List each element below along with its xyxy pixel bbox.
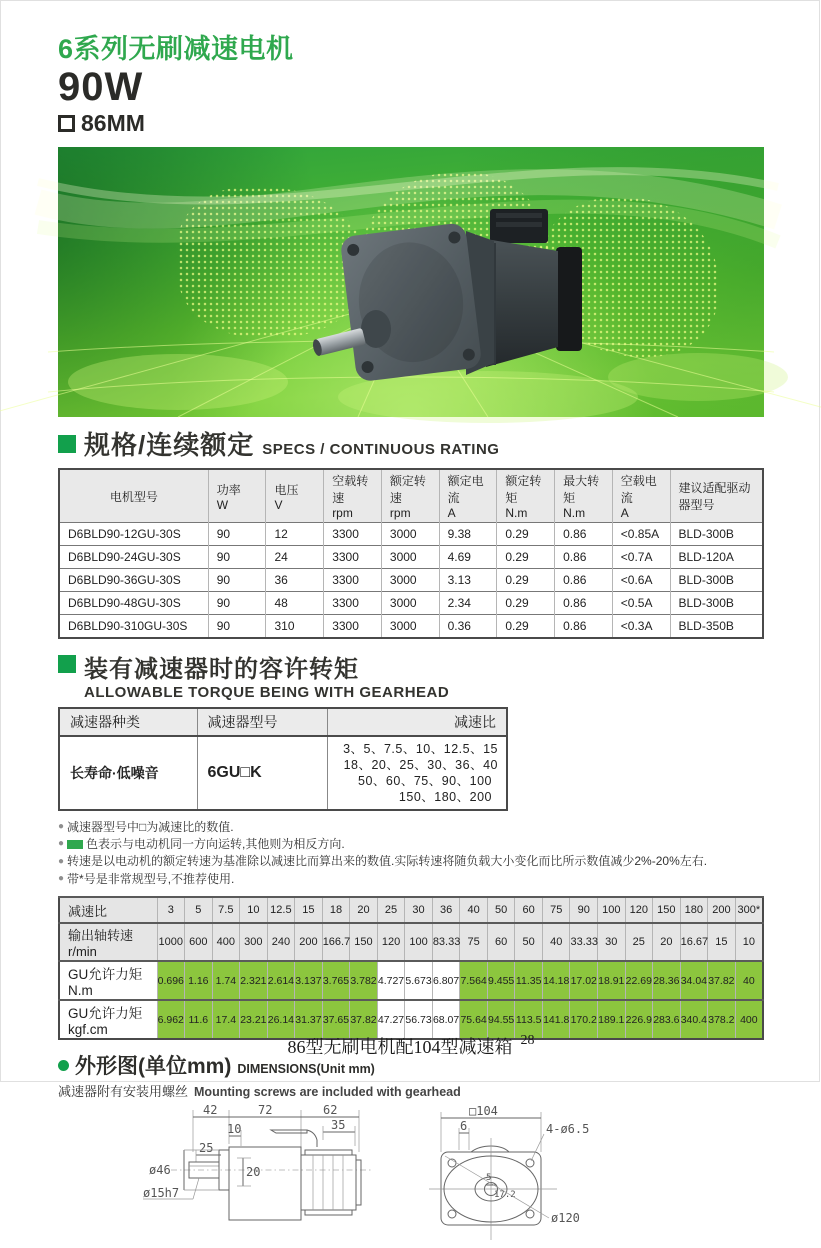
column-header	[381, 469, 439, 523]
gearhead-table	[58, 707, 508, 811]
value-cell: 75	[460, 923, 488, 961]
green-square-icon	[58, 655, 76, 673]
gearhead-type: 长寿命·低噪音	[59, 736, 197, 810]
note-text: 色表示与电动机同一方向运转,其他则为相反方向.	[86, 836, 345, 851]
svg-text:□104: □104	[469, 1104, 498, 1119]
column-header-label: 电压	[274, 482, 299, 497]
table-cell: 2.34	[439, 592, 497, 615]
value-cell: 40	[460, 897, 488, 923]
section-title-en: SPECS / CONTINUOUS RATING	[262, 441, 500, 458]
value-cell: 6.807	[432, 961, 460, 1000]
svg-text:6: 6	[460, 1119, 468, 1134]
value-cell: 60	[515, 897, 543, 923]
value-cell: 5	[185, 897, 213, 923]
table-cell: 90	[208, 523, 266, 546]
column-header: 减速器型号	[197, 708, 327, 736]
value-cell: 2.321	[240, 961, 268, 1000]
motor-photo	[311, 209, 582, 382]
value-cell: 400	[735, 1000, 763, 1039]
series-title: 6系列无刷减速电机	[58, 34, 294, 64]
value-cell: 18	[322, 897, 350, 923]
table-cell: <0.6A	[612, 569, 670, 592]
value-cell: 113.5	[515, 1000, 543, 1039]
value-cell: 1.16	[185, 961, 213, 1000]
value-cell: 100	[598, 897, 626, 923]
svg-text:20: 20	[246, 1165, 261, 1180]
table-cell: <0.85A	[612, 523, 670, 546]
value-cell: 283.6	[653, 1000, 681, 1039]
dimensions-title-en: DIMENSIONS(Unit mm)	[237, 1062, 375, 1077]
table-cell: 90	[208, 546, 266, 569]
table-cell: D6BLD90-48GU-30S	[59, 592, 208, 615]
value-cell: 6.962	[157, 1000, 185, 1039]
value-cell: 240	[267, 923, 295, 961]
value-cell: 189.1	[598, 1000, 626, 1039]
column-header-label: 额定转速	[389, 474, 426, 505]
value-cell: 30	[598, 923, 626, 961]
table-cell: <0.5A	[612, 592, 670, 615]
table-cell: 0.36	[439, 615, 497, 638]
value-cell: 200	[708, 897, 736, 923]
value-cell: 20	[653, 923, 681, 961]
value-cell: 1000	[157, 923, 185, 961]
value-cell: 37.82	[350, 1000, 378, 1039]
value-cell: 7.5	[212, 897, 240, 923]
table-cell: 0.86	[555, 569, 613, 592]
table-cell: 90	[208, 592, 266, 615]
column-header-label: 电机型号	[109, 489, 158, 504]
dimensions-subtitle-zh: 减速器附有安装用螺丝	[58, 1084, 189, 1100]
value-cell: 94.55	[487, 1000, 515, 1039]
dimensions-subtitle-en: Mounting screws are included with gearhead	[194, 1085, 461, 1100]
table-cell: 48	[266, 592, 324, 615]
value-cell: 22.69	[625, 961, 653, 1000]
column-header	[324, 469, 382, 523]
value-cell: 3	[157, 897, 185, 923]
table-cell: <0.3A	[612, 615, 670, 638]
column-header	[439, 469, 497, 523]
value-cell: 11.35	[515, 961, 543, 1000]
value-cell: 90	[570, 897, 598, 923]
motor-spec-table	[58, 468, 764, 639]
value-cell: 37.65	[322, 1000, 350, 1039]
note-text: 带*号是非常规型号,不推荐使用.	[67, 871, 235, 886]
table-cell: 3000	[381, 615, 439, 638]
column-header-unit: W	[216, 497, 229, 512]
note-item	[58, 836, 762, 853]
table-cell: 3000	[381, 546, 439, 569]
value-cell: 75.64	[460, 1000, 488, 1039]
value-cell: 47.27	[377, 1000, 405, 1039]
section-torque-heading	[58, 649, 762, 701]
svg-text:4-ø6.5: 4-ø6.5	[546, 1122, 590, 1137]
value-cell: 25	[625, 923, 653, 961]
ratio-line: 3、5、7.5、10、12.5、15	[343, 741, 498, 756]
note-item	[58, 819, 762, 836]
column-header	[612, 469, 670, 523]
value-cell: 5.673	[405, 961, 433, 1000]
note-item	[58, 853, 762, 870]
column-header-label: 额定转矩	[505, 474, 542, 505]
table-cell: 0.86	[555, 615, 613, 638]
note-text: 转速是以电动机的额定转速为基准除以减速比而算出来的数值.实际转速将随负载大小变化而比所示数值减少2%-20%左右.	[67, 854, 708, 869]
front-view-drawing	[431, 1100, 731, 1248]
dimension-drawings	[58, 1100, 762, 1248]
value-cell: 40	[542, 923, 570, 961]
banner-graphics	[58, 147, 764, 417]
value-cell: 60	[487, 923, 515, 961]
column-header-label: 空载电流	[620, 474, 657, 505]
column-header	[670, 469, 763, 523]
column-header	[208, 469, 266, 523]
column-header: 减速比	[327, 708, 507, 736]
value-cell: 141.8	[542, 1000, 570, 1039]
product-banner	[58, 147, 764, 417]
column-header	[497, 469, 555, 523]
value-cell: 3.782	[350, 961, 378, 1000]
value-cell: 16.67	[680, 923, 708, 961]
value-cell: 180	[680, 897, 708, 923]
dimensions-subtitle	[58, 1081, 762, 1100]
green-swatch-icon	[67, 840, 83, 849]
table-cell: 0.29	[497, 546, 555, 569]
table-row	[59, 615, 763, 638]
value-cell: 120	[377, 923, 405, 961]
column-header	[59, 469, 208, 523]
value-cell: 20	[350, 897, 378, 923]
table-cell: 3300	[324, 546, 382, 569]
ratio-line: 18、20、25、30、36、40	[343, 757, 498, 772]
value-cell: 28.36	[653, 961, 681, 1000]
value-cell: 31.37	[295, 1000, 323, 1039]
svg-text:35: 35	[331, 1118, 346, 1133]
table-cell: BLD-350B	[670, 615, 763, 638]
value-cell: 200	[295, 923, 323, 961]
svg-text:5: 5	[486, 1173, 492, 1184]
table-cell: 310	[266, 615, 324, 638]
table-row	[59, 961, 763, 1000]
value-cell: 226.9	[625, 1000, 653, 1039]
notes-list	[58, 819, 762, 889]
table-cell: 3300	[324, 569, 382, 592]
value-cell: 2.614	[267, 961, 295, 1000]
value-cell: 150	[350, 923, 378, 961]
column-header-label: 空载转速	[332, 474, 369, 505]
svg-text:25: 25	[199, 1141, 214, 1156]
value-cell: 3.765	[322, 961, 350, 1000]
column-header-unit: A	[620, 506, 629, 520]
table-cell: 9.38	[439, 523, 497, 546]
value-cell: 400	[212, 923, 240, 961]
column-header	[555, 469, 613, 523]
footer-caption: 86型无刷电机配104型减速箱	[287, 1037, 513, 1057]
value-cell: 34.04	[680, 961, 708, 1000]
table-cell: 0.29	[497, 523, 555, 546]
value-cell: 36	[432, 897, 460, 923]
page-footer	[1, 1033, 821, 1059]
column-header-label: 最大转矩	[563, 474, 600, 505]
table-cell: 0.86	[555, 546, 613, 569]
value-cell: 40	[735, 961, 763, 1000]
value-cell: 300	[240, 923, 268, 961]
value-cell: 3.137	[295, 961, 323, 1000]
table-cell: D6BLD90-12GU-30S	[59, 523, 208, 546]
table-cell: 3300	[324, 592, 382, 615]
gearhead-header-row	[59, 708, 507, 736]
column-header-label: 功率	[216, 482, 241, 497]
value-cell: 150	[653, 897, 681, 923]
value-cell: 300*	[735, 897, 763, 923]
svg-text:ø46: ø46	[149, 1163, 171, 1178]
note-text: 减速器型号中□为减速比的数值.	[67, 819, 234, 834]
value-cell: 9.455	[487, 961, 515, 1000]
column-header-unit: N.m	[563, 506, 586, 520]
note-item	[58, 871, 762, 888]
table-row	[59, 523, 763, 546]
value-cell: 166.7	[322, 923, 350, 961]
value-cell: 17.4	[212, 1000, 240, 1039]
column-header-unit: V	[274, 497, 283, 512]
svg-text:ø15h7: ø15h7	[143, 1186, 180, 1201]
frame-size: 86MM	[81, 110, 145, 136]
row-label: 减速比	[59, 897, 157, 923]
value-cell: 14.18	[542, 961, 570, 1000]
section-title-en: ALLOWABLE TORQUE BEING WITH GEARHEAD	[84, 683, 450, 701]
allowable-torque-table	[58, 896, 764, 1040]
value-cell: 30	[405, 897, 433, 923]
svg-text:72: 72	[258, 1103, 273, 1118]
value-cell: 83.33	[432, 923, 460, 961]
column-header: 减速器种类	[59, 708, 197, 736]
table-row	[59, 736, 507, 810]
value-cell: 600	[185, 923, 213, 961]
bullet-icon: ●	[58, 855, 65, 867]
row-label: GU允许力矩 kgf.cm	[59, 1000, 157, 1039]
value-cell: 37.82	[708, 961, 736, 1000]
value-cell: 10	[240, 897, 268, 923]
value-cell: 17.02	[570, 961, 598, 1000]
section-title-zh: 规格/连续额定	[84, 430, 255, 460]
svg-text:10: 10	[227, 1122, 242, 1137]
table-cell: BLD-300B	[670, 523, 763, 546]
value-cell: 12.5	[267, 897, 295, 923]
svg-text:62: 62	[323, 1103, 338, 1118]
gearhead-model: 6GU□K	[197, 736, 327, 810]
table-cell: 0.86	[555, 592, 613, 615]
column-header	[266, 469, 324, 523]
section-title-zh: 装有减速器时的容许转矩	[84, 655, 359, 683]
column-header-unit: rpm	[332, 506, 353, 520]
value-cell: 100	[405, 923, 433, 961]
frame-size-row	[58, 110, 762, 137]
value-cell: 26.14	[267, 1000, 295, 1039]
spec-header-row	[59, 469, 763, 523]
value-cell: 68.07	[432, 1000, 460, 1039]
table-cell: 36	[266, 569, 324, 592]
table-row	[59, 569, 763, 592]
bullet-icon: ●	[58, 820, 65, 832]
value-cell: 120	[625, 897, 653, 923]
table-cell: BLD-300B	[670, 569, 763, 592]
table-cell: 3000	[381, 592, 439, 615]
page-number: 28	[520, 1033, 535, 1048]
svg-text:ø120: ø120	[551, 1211, 580, 1226]
value-cell: 50	[515, 923, 543, 961]
table-cell: 3300	[324, 523, 382, 546]
value-cell: 378.2	[708, 1000, 736, 1039]
side-view-drawing	[131, 1100, 431, 1248]
power-rating: 90W	[58, 65, 144, 109]
table-cell: 0.29	[497, 615, 555, 638]
table-cell: <0.7A	[612, 546, 670, 569]
column-header-unit: A	[447, 506, 456, 520]
table-cell: 3.13	[439, 569, 497, 592]
value-cell: 18.91	[598, 961, 626, 1000]
table-row	[59, 897, 763, 923]
column-header-unit: N.m	[505, 506, 528, 520]
value-cell: 10	[735, 923, 763, 961]
ratio-line: 150、180、200	[398, 789, 492, 804]
bullet-icon: ●	[58, 873, 65, 885]
table-cell: 24	[266, 546, 324, 569]
value-cell: 340.4	[680, 1000, 708, 1039]
table-cell: 90	[208, 569, 266, 592]
value-cell: 33.33	[570, 923, 598, 961]
value-cell: 170.2	[570, 1000, 598, 1039]
table-row	[59, 592, 763, 615]
value-cell: 50	[487, 897, 515, 923]
table-cell: 0.86	[555, 523, 613, 546]
value-cell: 7.564	[460, 961, 488, 1000]
green-square-icon	[58, 435, 76, 453]
value-cell: 4.727	[377, 961, 405, 1000]
value-cell: 75	[542, 897, 570, 923]
table-cell: 3000	[381, 569, 439, 592]
ratio-line: 50、60、75、90、100	[358, 773, 492, 788]
svg-text:42: 42	[203, 1103, 218, 1118]
section-specs-heading	[58, 425, 762, 462]
row-label: 输出轴转速 r/min	[59, 923, 157, 961]
table-cell: D6BLD90-24GU-30S	[59, 546, 208, 569]
table-cell: 3000	[381, 523, 439, 546]
column-header-label: 建议适配驱动器型号	[678, 481, 751, 512]
value-cell: 15	[708, 923, 736, 961]
table-cell: 4.69	[439, 546, 497, 569]
table-cell: 0.29	[497, 569, 555, 592]
column-header-unit: rpm	[389, 506, 411, 520]
dimensions-title-zh: 外形图(单位mm)	[75, 1055, 232, 1079]
table-cell: 90	[208, 615, 266, 638]
value-cell: 15	[295, 897, 323, 923]
value-cell: 56.73	[405, 1000, 433, 1039]
table-cell: D6BLD90-36GU-30S	[59, 569, 208, 592]
value-cell: 23.21	[240, 1000, 268, 1039]
value-cell: 11.6	[185, 1000, 213, 1039]
square-frame-icon	[58, 115, 75, 132]
green-dot-icon	[58, 1060, 69, 1071]
table-cell: BLD-120A	[670, 546, 763, 569]
table-cell: D6BLD90-310GU-30S	[59, 615, 208, 638]
gearhead-ratios	[327, 736, 507, 810]
table-cell: BLD-300B	[670, 592, 763, 615]
table-cell: 3300	[324, 615, 382, 638]
table-cell: 0.29	[497, 592, 555, 615]
column-header-label: 额定电流	[447, 474, 484, 505]
bullet-icon: ●	[58, 838, 65, 850]
value-cell: 25	[377, 897, 405, 923]
table-cell: 12	[266, 523, 324, 546]
row-label: GU允许力矩 N.m	[59, 961, 157, 1000]
svg-text:17.2: 17.2	[494, 1190, 516, 1201]
value-cell: 1.74	[212, 961, 240, 1000]
page-header	[58, 1, 762, 137]
value-cell: 0.696	[157, 961, 185, 1000]
table-row	[59, 546, 763, 569]
table-row	[59, 923, 763, 961]
